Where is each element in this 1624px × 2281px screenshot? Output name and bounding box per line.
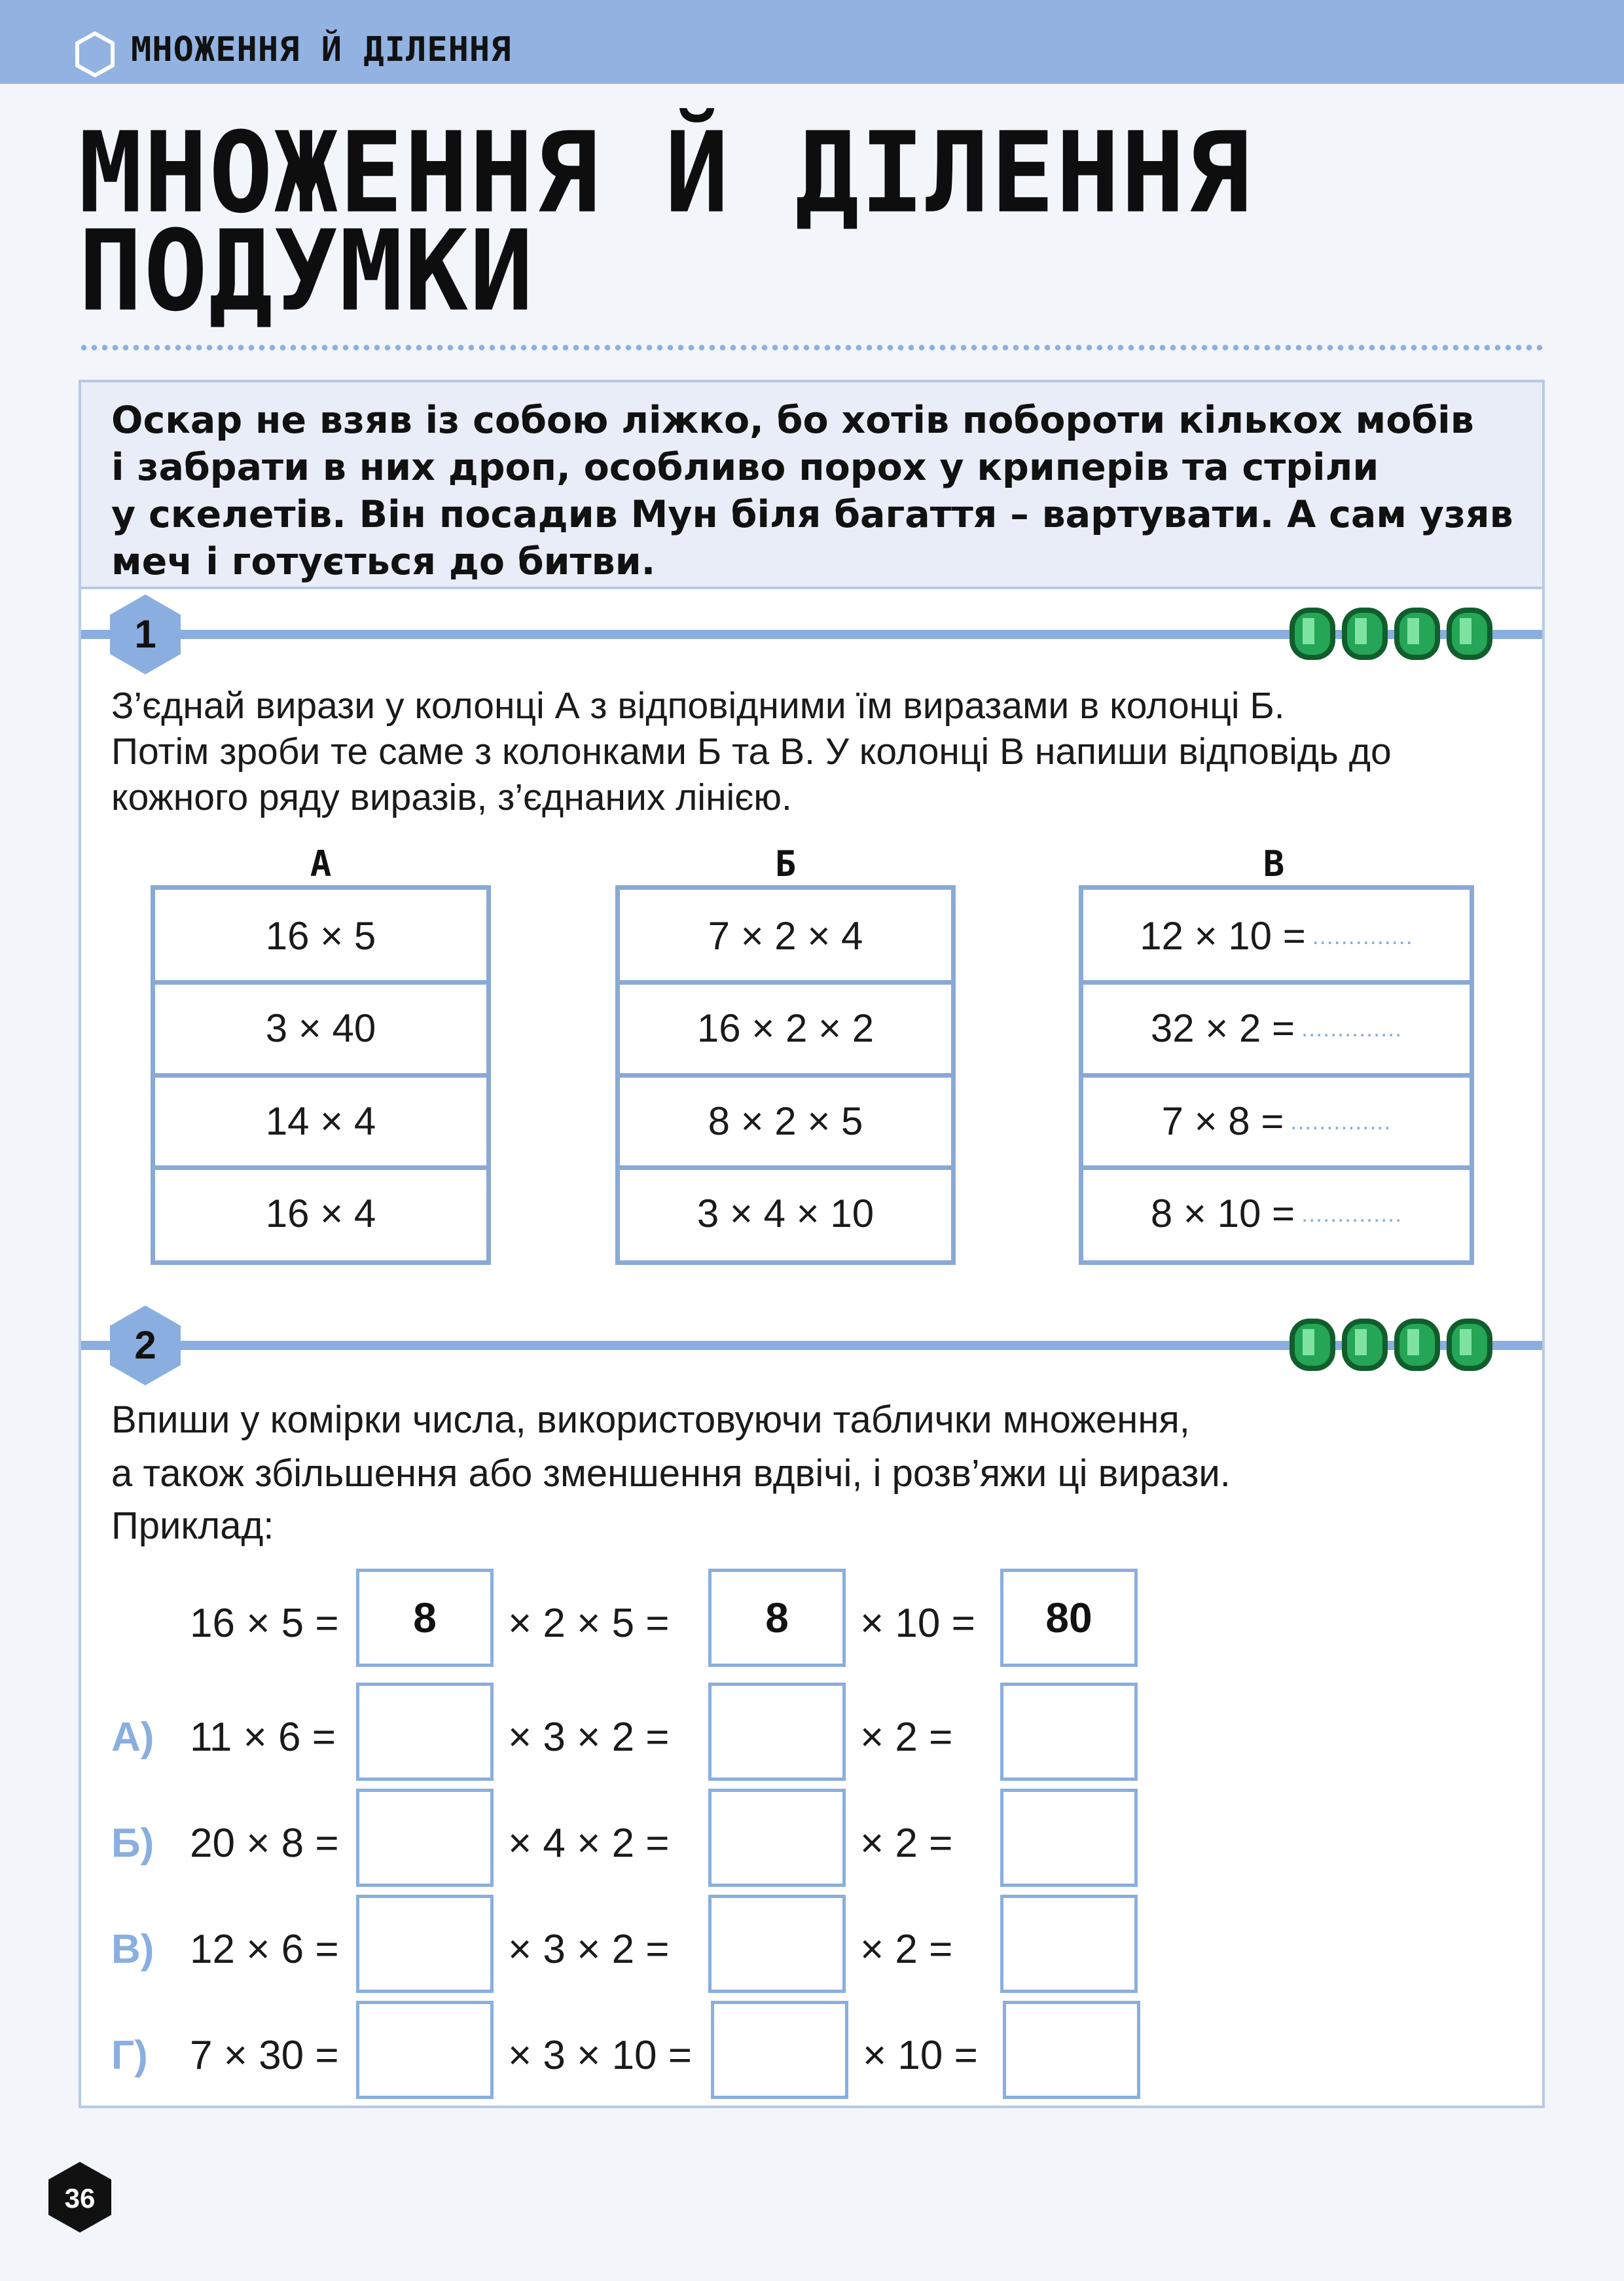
column-b-cell[interactable]: 3 × 4 × 10: [696, 1192, 875, 1235]
example-expression: × 10 =: [860, 1601, 975, 1646]
hexagon-icon: [75, 31, 115, 77]
column-a-table: [151, 885, 491, 1265]
answer-box[interactable]: [356, 1789, 494, 1887]
column-a-cell[interactable]: 14 × 4: [265, 1099, 376, 1143]
column-v-cell[interactable]: 8 × 10 = ..............: [1150, 1192, 1403, 1235]
row-letter: Г): [111, 2033, 148, 2078]
answer-box[interactable]: [356, 2001, 494, 2099]
row-expression: × 2 =: [860, 1927, 953, 1972]
answer-blank[interactable]: ..............: [1301, 1014, 1403, 1042]
row-expression: × 3 × 10 =: [508, 2033, 692, 2078]
answer-blank[interactable]: ..............: [1301, 1199, 1403, 1227]
intro-text-line: Оскар не взяв із собою ліжко, бо хотів побороти кількох мобів: [111, 399, 1474, 442]
section-title: МНОЖЕННЯ Й ДІЛЕННЯ: [131, 30, 512, 69]
example-box: 80: [1000, 1569, 1138, 1667]
answer-box[interactable]: [1000, 1895, 1138, 1993]
column-a-label: А: [310, 843, 332, 885]
instruction-line: Потім зроби те саме з колонками Б та В. У колонці В напиши відповідь до: [111, 731, 1392, 773]
row-letter: В): [111, 1927, 154, 1972]
answer-box[interactable]: [708, 1683, 846, 1781]
row-expression: 7 × 30 =: [190, 2033, 339, 2078]
answer-box[interactable]: [1000, 1789, 1138, 1887]
instruction-line: Приклад:: [111, 1505, 274, 1547]
exercise-number: 2: [134, 1323, 156, 1367]
column-b-cell[interactable]: 8 × 2 × 5: [708, 1099, 863, 1143]
row-expression: × 4 × 2 =: [508, 1821, 670, 1866]
row-expression: 12 × 6 =: [190, 1927, 339, 1972]
row-letter: Б): [111, 1821, 154, 1866]
row-expression: × 10 =: [863, 2033, 978, 2078]
instruction-line: а також збільшення або зменшення вдвічі, і розв’яжи ці вирази.: [111, 1452, 1231, 1495]
answer-box[interactable]: [356, 1895, 494, 1993]
answer-box[interactable]: [708, 1789, 846, 1887]
column-b-table: [615, 885, 956, 1265]
exercise-number: 1: [134, 612, 156, 656]
answer-box[interactable]: [1003, 2001, 1140, 2099]
row-expression: 11 × 6 =: [190, 1715, 336, 1760]
instruction-line: З’єднай вирази у колонці А з відповідними їм виразами в колонці Б.: [111, 685, 1285, 727]
answer-blank[interactable]: ..............: [1312, 922, 1413, 949]
answer-box[interactable]: [711, 2001, 848, 2099]
row-letter: А): [111, 1715, 154, 1760]
instruction-line: кожного ряду виразів, з’єднаних лінією.: [111, 776, 792, 818]
intro-text-line: і забрати в них дроп, особливо порох у криперів та стріли: [111, 446, 1379, 489]
example-expression: × 2 × 5 =: [508, 1601, 670, 1646]
row-expression: × 2 =: [860, 1715, 953, 1760]
emerald-icon: [1283, 601, 1506, 666]
column-v-label: В: [1263, 843, 1285, 885]
column-v-cell[interactable]: 7 × 8 = ..............: [1161, 1099, 1392, 1143]
example-box: 8: [356, 1569, 494, 1667]
column-a-cell[interactable]: 16 × 5: [265, 914, 376, 958]
row-expression: × 2 =: [860, 1821, 953, 1866]
answer-box[interactable]: [1000, 1683, 1138, 1781]
example-expression: 16 × 5 =: [190, 1601, 339, 1646]
column-v-table: [1079, 885, 1474, 1265]
answer-box[interactable]: [356, 1683, 494, 1781]
answer-box[interactable]: [708, 1895, 846, 1993]
column-b-cell[interactable]: 16 × 2 × 2: [696, 1006, 875, 1050]
dotted-divider: [79, 342, 1545, 354]
intro-text-line: у скелетів. Він посадив Мун біля багаття – вартувати. А сам узяв: [111, 493, 1513, 536]
page-title-line-1: МНОЖЕННЯ Й ДІЛЕННЯ: [79, 109, 1252, 238]
column-v-cell[interactable]: 32 × 2 = ..............: [1150, 1006, 1403, 1050]
column-b-cell[interactable]: 7 × 2 × 4: [708, 914, 863, 958]
row-expression: 20 × 8 =: [190, 1821, 339, 1866]
example-box: 8: [708, 1569, 846, 1667]
emerald-icon: [1283, 1312, 1506, 1378]
row-expression: × 3 × 2 =: [508, 1927, 670, 1972]
row-expression: × 3 × 2 =: [508, 1715, 670, 1760]
column-v-cell[interactable]: 12 × 10 = ..............: [1140, 914, 1413, 958]
column-a-cell[interactable]: 3 × 40: [265, 1006, 376, 1050]
column-b-label: Б: [774, 843, 797, 885]
answer-blank[interactable]: ..............: [1290, 1107, 1392, 1135]
page-number: 36: [64, 2183, 96, 2214]
intro-text-line: меч і готується до битви.: [111, 540, 656, 583]
page-title-line-2: ПОДУМКИ: [79, 207, 535, 337]
column-a-cell[interactable]: 16 × 4: [265, 1192, 376, 1235]
instruction-line: Впиши у комірки числа, використовуючи таблички множення,: [111, 1398, 1190, 1441]
